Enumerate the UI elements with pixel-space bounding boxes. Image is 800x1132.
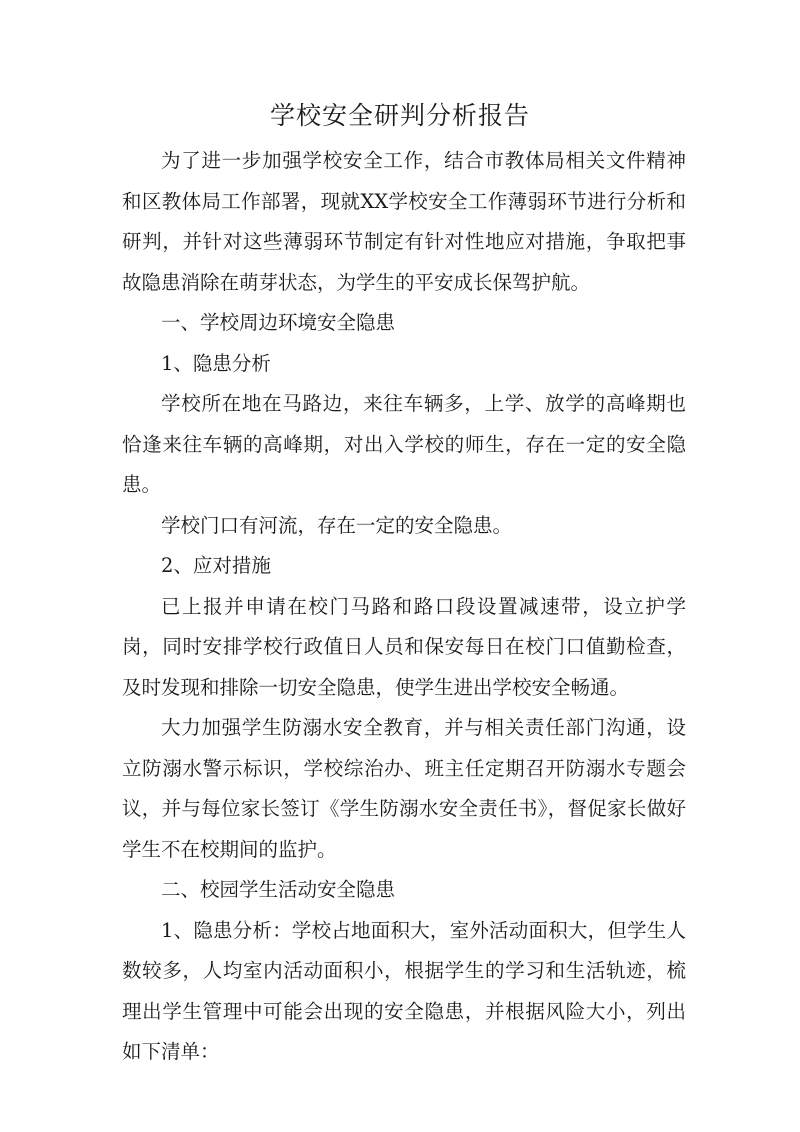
paragraph-traffic-measures: 已上报并申请在校门马路和路口段设置减速带，设立护学岗，同时安排学校行政值日人员和保安每日在校门口值勤检查，及时发现和排除一切安全隐患，使学生进出学校安全畅通。: [122, 594, 686, 699]
paragraph-intro: 为了进一步加强学校安全工作，结合市教体局相关文件精神和区教体局工作部署，现就XX学校安全工作薄弱环节进行分析和研判，并针对这些薄弱环节制定有针对性地应对措施，争取把事故隐患消除在萌芽状态，为学生的平安成长保驾护航。: [122, 149, 686, 294]
subheading-hazard-analysis-1: 1、隐患分析: [161, 351, 271, 375]
document-body: [122, 141, 686, 1073]
section-heading-2: 二、校园学生活动安全隐患: [161, 878, 396, 901]
paragraph-traffic-hazard: 学校所在地在马路边，来往车辆多，上学、放学的高峰期也恰逢来往车辆的高峰期，对出入学校的师生，存在一定的安全隐患。: [122, 392, 686, 496]
section-heading-1: 一、学校周边环境安全隐患: [161, 311, 396, 334]
subheading-countermeasures: 2、应对措施: [161, 554, 271, 577]
document-title: 学校安全研判分析报告: [269, 101, 530, 130]
paragraph-drowning-measures: 大力加强学生防溺水安全教育，并与相关责任部门沟通，设立防溺水警示标识，学校综治办、班主任定期召开防溺水专题会议，并与每位家长签订《学生防溺水安全责任书》，督促家长做好学生不在校期间的监护。: [122, 716, 686, 861]
paragraph-campus-hazard-analysis: 1、隐患分析：学校占地面积大，室外活动面积大，但学生人数较多，人均室内活动面积小，根据学生的学习和生活轨迹，梳理出学生管理中可能会出现的安全隐患，并根据风险大小，列出如下清单：: [122, 918, 686, 1063]
paragraph-river-hazard: 学校门口有河流，存在一定的安全隐患。: [161, 513, 513, 537]
